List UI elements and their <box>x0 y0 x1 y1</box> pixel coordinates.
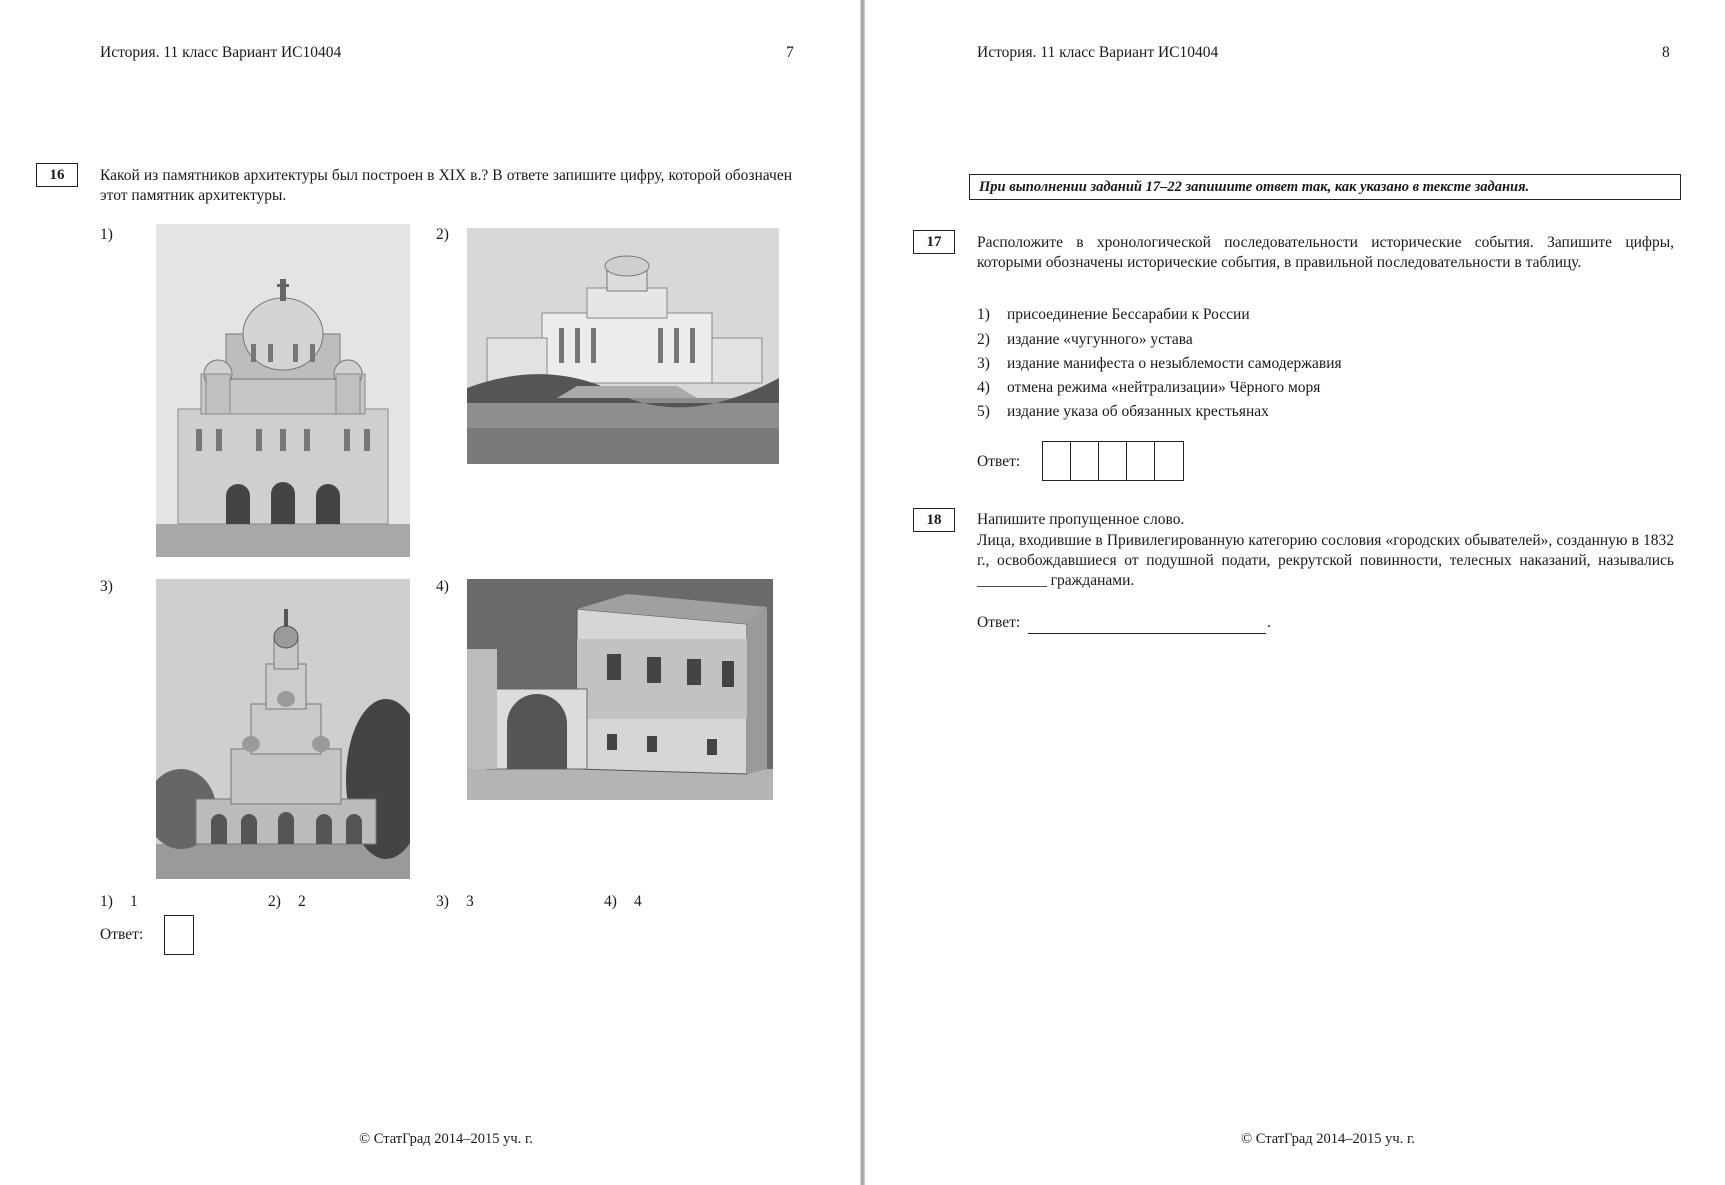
event-item-5: 5) издание указа об обязанных крестьянах <box>977 403 1269 420</box>
image-label-3: 3) <box>100 578 113 595</box>
answer-label-17: Ответ: <box>977 453 1021 470</box>
page-number: 8 <box>1662 44 1670 61</box>
answer-label-16: Ответ: <box>100 926 144 943</box>
answer-cell-3[interactable] <box>1099 442 1127 480</box>
answer-end-18: . <box>1267 614 1271 631</box>
page-divider <box>860 0 865 1185</box>
page-number: 7 <box>786 44 794 61</box>
task-number-18: 18 <box>913 508 955 532</box>
option-3: 3) 3 <box>436 893 474 910</box>
task-18-question: Лица, входившие в Привилегированную категорию сословия «городских обывателей», созданную в 1832 г., освобождавшиеся от подушной подати, рекрутской повинности, телесных наказаний, назывались _________ гражданами. <box>977 532 1674 589</box>
event-item-2: 2) издание «чугунного» устава <box>977 331 1193 348</box>
photo-mansion <box>467 228 779 464</box>
page-footer: © СтатГрад 2014–2015 уч. г. <box>359 1131 533 1147</box>
exam-page-7 <box>0 0 858 1185</box>
answer-cells-17 <box>1042 441 1184 481</box>
page-header: История. 11 класс Вариант ИС10404 <box>100 44 342 61</box>
photo-church <box>156 579 410 879</box>
task-16-question: Какой из памятников архитектуры был построен в XIX в.? В ответе запишите цифру, которой обозначен этот памятник архитектуры. <box>100 167 792 204</box>
option-4: 4) 4 <box>604 893 642 910</box>
option-1: 1) 1 <box>100 893 138 910</box>
event-item-3: 3) издание манифеста о незыблемости самодержавия <box>977 355 1342 372</box>
instruction-notice: При выполнении заданий 17–22 запишите ответ так, как указано в тексте задания. <box>969 174 1681 200</box>
answer-line-18[interactable] <box>1028 618 1266 634</box>
answer-cell-1[interactable] <box>1043 442 1071 480</box>
option-2: 2) 2 <box>268 893 306 910</box>
photo-palace <box>467 579 773 800</box>
image-label-4: 4) <box>436 578 449 595</box>
answer-cell-5[interactable] <box>1155 442 1183 480</box>
event-item-1: 1) присоединение Бессарабии к России <box>977 306 1250 323</box>
page-footer: © СтатГрад 2014–2015 уч. г. <box>1241 1131 1415 1147</box>
answer-cell-4[interactable] <box>1127 442 1155 480</box>
task-number-16: 16 <box>36 163 78 187</box>
exam-page-8 <box>866 0 1725 1185</box>
answer-label-18: Ответ: <box>977 614 1021 631</box>
photo-cathedral <box>156 224 410 557</box>
image-label-2: 2) <box>436 226 449 243</box>
task-number-17: 17 <box>913 230 955 254</box>
image-label-1: 1) <box>100 226 113 243</box>
page-header: История. 11 класс Вариант ИС10404 <box>977 44 1219 61</box>
answer-box-16[interactable] <box>164 915 194 955</box>
answer-cell-2[interactable] <box>1071 442 1099 480</box>
task-17-question: Расположите в хронологической последовательности исторические события. Запишите цифры, которыми обозначены исторические события, в правильной последовательности в таблицу. <box>977 234 1674 271</box>
task-18-instruction: Напишите пропущенное слово. <box>977 511 1185 528</box>
event-item-4: 4) отмена режима «нейтрализации» Чёрного моря <box>977 379 1321 396</box>
